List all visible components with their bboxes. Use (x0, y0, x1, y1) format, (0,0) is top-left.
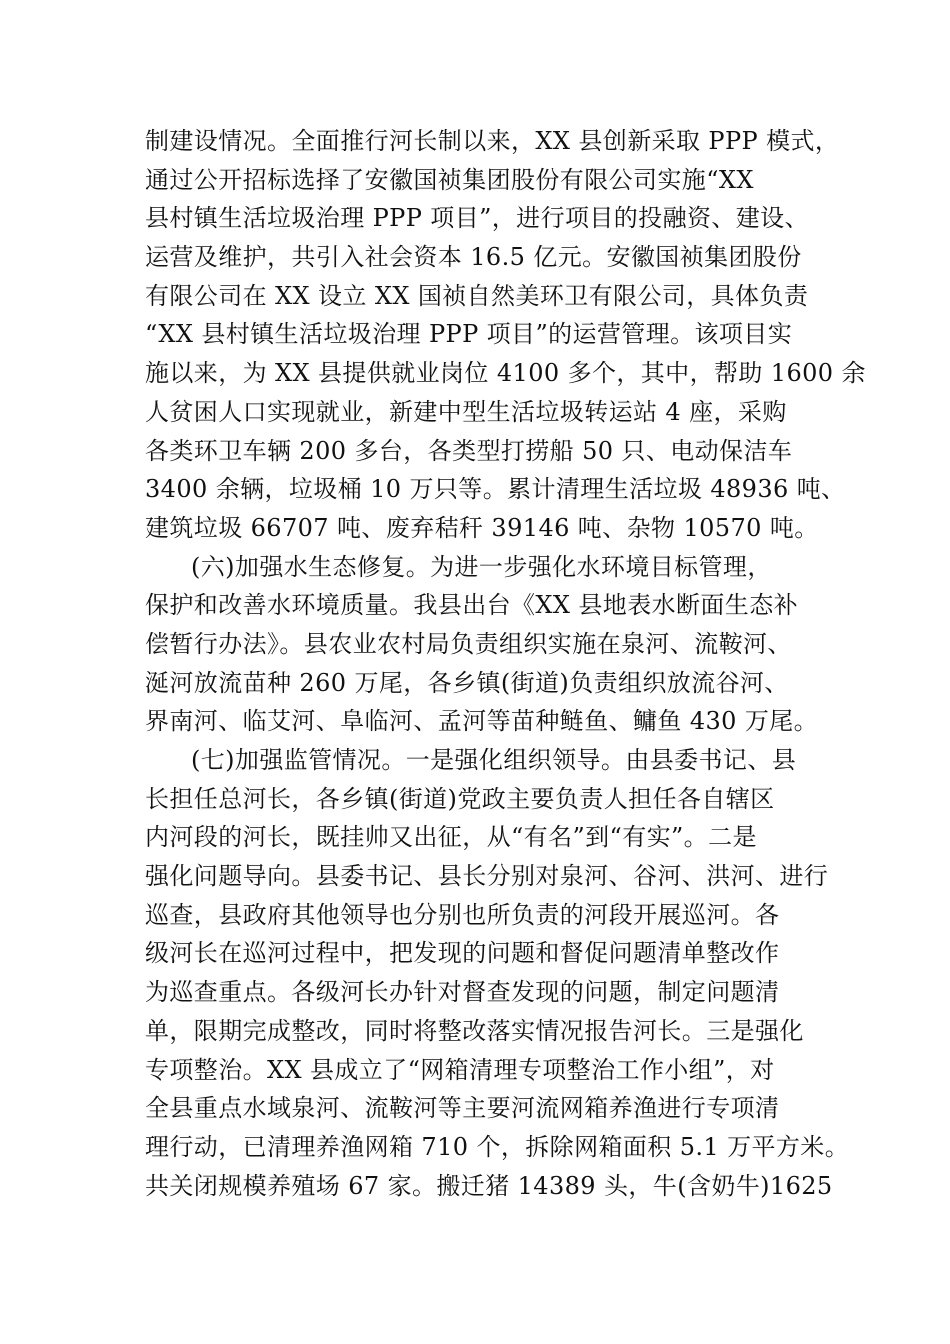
text-line: 运营及维护，共引入社会资本 16.5 亿元。安徽国祯集团股份 (145, 243, 802, 272)
text-line: 偿暂行办法》。县农业农村局负责组织实施在泉河、流鞍河、 (145, 629, 792, 658)
text-line: 单，限期完成整改，同时将整改落实情况报告河长。三是强化 (145, 1016, 804, 1045)
text-line: 共关闭规模养殖场 67 家。搬迁猪 14389 头，牛(含奶牛)1625 (145, 1171, 833, 1200)
text-line: 人贫困人口实现就业，新建中型生活垃圾转运站 4 座，采购 (145, 397, 787, 426)
text-line: 有限公司在 XX 设立 XX 国祯自然美环卫有限公司，具体负责 (145, 281, 809, 310)
text-line: 级河长在巡河过程中，把发现的问题和督促问题清单整改作 (145, 939, 780, 968)
text-line: 涎河放流苗种 260 万尾，各乡镇(街道)负责组织放流谷河、 (145, 668, 789, 697)
text-line: 长担任总河长，各乡镇(街道)党政主要负责人担任各自辖区 (145, 784, 775, 813)
text-line: 通过公开招标选择了安徽国祯集团股份有限公司实施“XX (145, 165, 754, 194)
document-body (145, 122, 866, 1205)
text-line: 为巡查重点。各级河长办针对督查发现的问题，制定问题清 (145, 978, 780, 1007)
text-line: 建筑垃圾 66707 吨、废弃秸秆 39146 吨、杂物 10570 吨。 (145, 513, 819, 542)
text-line: 巡查，县政府其他领导也分别也所负责的河段开展巡河。各 (145, 900, 780, 929)
text-line: “XX 县村镇生活垃圾治理 PPP 项目”的运营管理。该项目实 (145, 320, 793, 349)
text-line: 施以来，为 XX 县提供就业岗位 4100 多个，其中，帮助 1600 余 (145, 359, 866, 388)
text-line: 内河段的河长，既挂帅又出征，从“有名”到“有实”。二是 (145, 823, 757, 852)
text-line: 全县重点水域泉河、流鞍河等主要河流网箱养渔进行专项清 (145, 1094, 780, 1123)
section-seven-heading-line: (七)加强监管情况。一是强化组织领导。由县委书记、县 (191, 746, 797, 774)
text-line: 各类环卫车辆 200 多台，各类型打捞船 50 只、电动保洁车 (145, 436, 793, 465)
text-line: 专项整治。XX 县成立了“网箱清理专项整治工作小组”，对 (145, 1055, 775, 1084)
text-line: 理行动，已清理养渔网箱 710 个，拆除网箱面积 5.1 万平方米。 (145, 1132, 850, 1161)
text-line: 界南河、临艾河、阜临河、孟河等苗种鲢鱼、鳙鱼 430 万尾。 (145, 707, 819, 736)
text-line: 3400 余辆，垃圾桶 10 万只等。累计清理生活垃圾 48936 吨、 (145, 475, 846, 504)
text-line: 强化问题导向。县委书记、县长分别对泉河、谷河、洪河、进行 (145, 862, 829, 891)
section-six-heading-line: (六)加强水生态修复。为进一步强化水环境目标管理， (191, 552, 772, 581)
text-line: 县村镇生活垃圾治理 PPP 项目”，进行项目的投融资、建设、 (145, 204, 809, 233)
text-line: 保护和改善水环境质量。我县出台《XX 县地表水断面生态补 (145, 591, 798, 620)
text-line: 制建设情况。全面推行河长制以来，XX 县创新采取 PPP 模式， (145, 127, 840, 155)
